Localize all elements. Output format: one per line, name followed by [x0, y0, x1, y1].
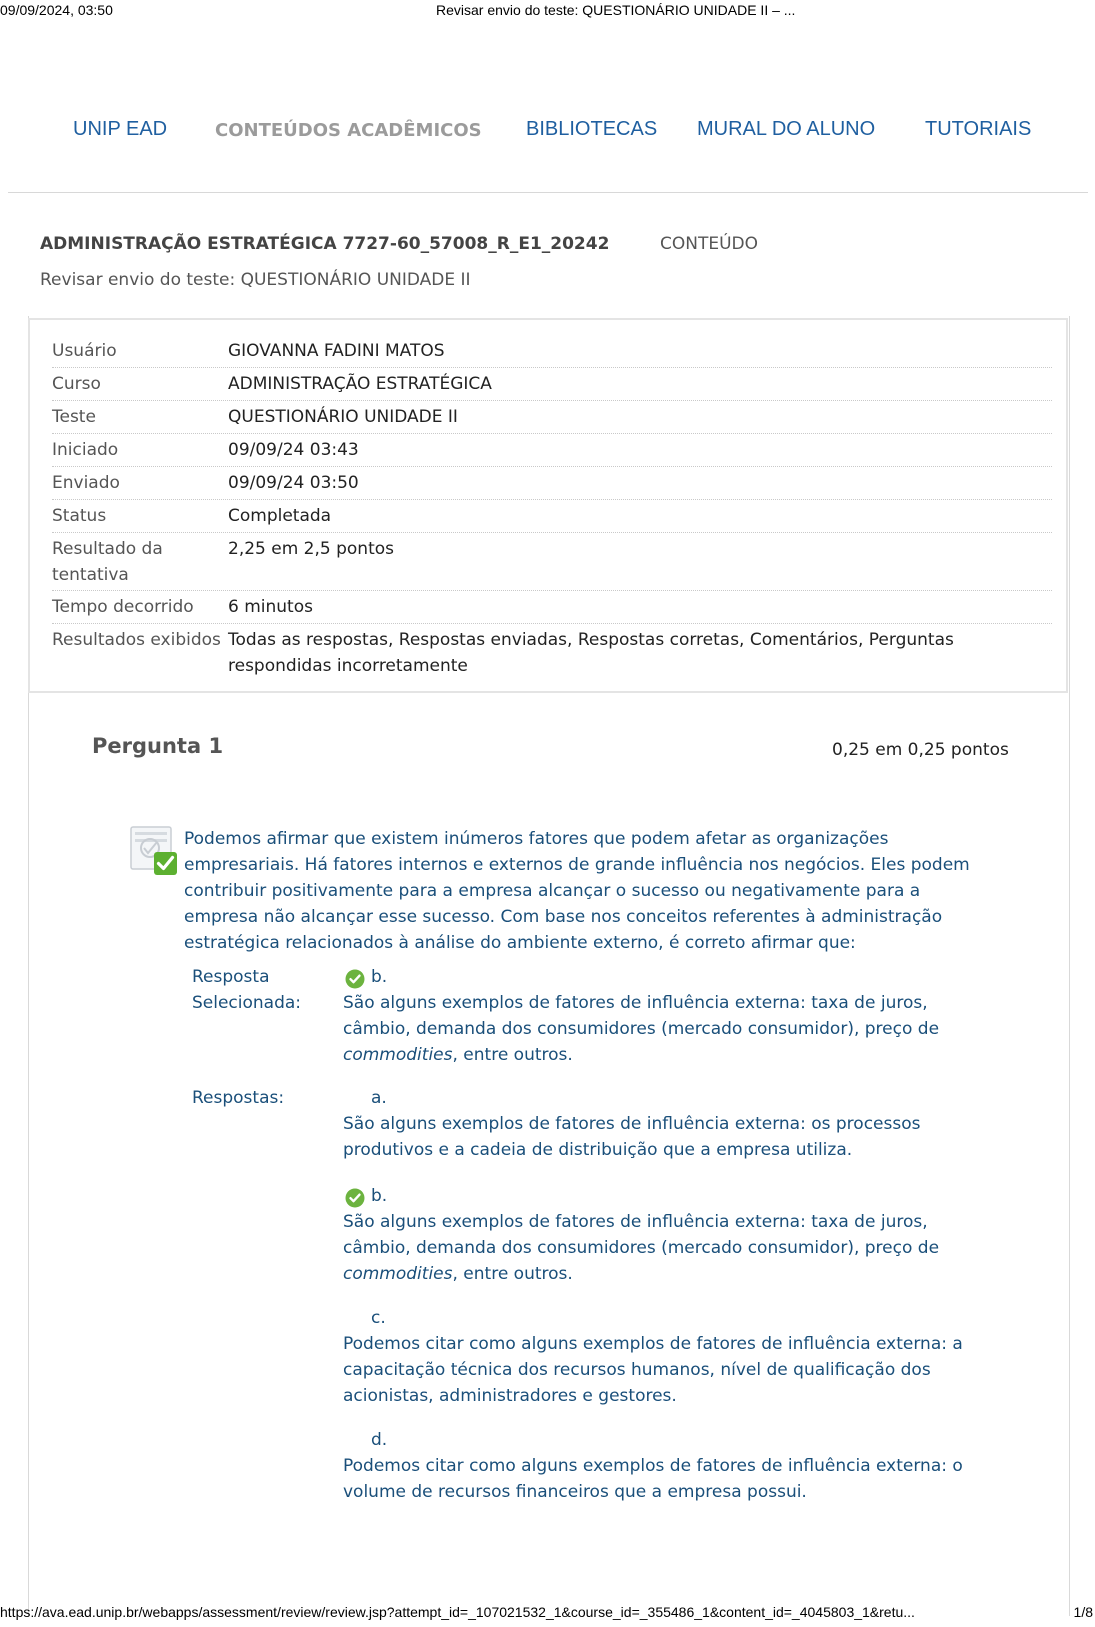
summary-row-teste: [52, 404, 1052, 434]
summary-value: ADMINISTRAÇÃO ESTRATÉGICA: [228, 374, 492, 394]
summary-value: Completada: [228, 506, 332, 526]
print-header: [0, 2, 1095, 22]
question-title: Pergunta 1: [92, 734, 224, 758]
answer-letter: c.: [371, 1308, 386, 1328]
summary-value: 09/09/24 03:43: [228, 440, 359, 460]
print-footer: [0, 1604, 1095, 1624]
summary-label: Status: [52, 506, 107, 526]
print-page-number: 1/8: [1073, 1604, 1093, 1620]
breadcrumb-content[interactable]: CONTEÚDO: [660, 234, 759, 254]
summary-row-status: [52, 503, 1052, 533]
answer-text: Podemos citar como alguns exemplos de fatores de influência externa: o volume de recursos financeiros que a empresa possui.: [343, 1456, 963, 1502]
answer-text: Podemos citar como alguns exemplos de fatores de influência externa: a capacitação técnica dos recursos humanos, nível de qualificação dos acionistas, administradores e gestores.: [343, 1334, 963, 1406]
attempt-summary: [28, 318, 1068, 693]
summary-value: GIOVANNA FADINI MATOS: [228, 341, 445, 361]
nav-bibliotecas[interactable]: BIBLIOTECAS: [526, 118, 658, 140]
nav-divider: [8, 192, 1088, 193]
page-title: Revisar envio do teste: QUESTIONÁRIO UNIDADE II: [40, 270, 471, 290]
summary-value: 6 minutos: [228, 597, 313, 617]
answer-letter: d.: [371, 1430, 388, 1450]
answer-option-a: [343, 1085, 983, 1163]
summary-label: Resultado da tentativa: [52, 539, 163, 585]
summary-value: 2,25 em 2,5 pontos: [228, 539, 395, 559]
correct-check-icon: [345, 969, 365, 989]
summary-label: Teste: [52, 407, 96, 427]
print-datetime: 09/09/2024, 03:50: [0, 2, 113, 18]
summary-label: Tempo decorrido: [52, 597, 194, 617]
nav-mural-do-aluno[interactable]: MURAL DO ALUNO: [697, 118, 876, 140]
print-url: https://ava.ead.unip.br/webapps/assessment/review/review.jsp?attempt_id=_107021532_1&course_id=_355486_1&content_id=_4045803_1&retu...: [0, 1604, 915, 1620]
summary-label: Curso: [52, 374, 101, 394]
summary-label: Enviado: [52, 473, 120, 493]
summary-value: Todas as respostas, Respostas enviadas, Respostas corretas, Comentários, Perguntas respondidas incorretamente: [228, 630, 954, 676]
summary-value: 09/09/24 03:50: [228, 473, 359, 493]
nav-tutoriais[interactable]: TUTORIAIS: [925, 118, 1032, 140]
summary-row-resultado: [52, 536, 1052, 591]
nav-unip-ead[interactable]: UNIP EAD: [73, 118, 168, 140]
summary-row-resultados-exibidos: [52, 627, 1052, 681]
summary-row-enviado: [52, 470, 1052, 500]
answer-text: São alguns exemplos de fatores de influência externa: taxa de juros, câmbio, demanda dos consumidores (mercado consumidor), preço de commodities, entre outros.: [343, 1212, 940, 1284]
summary-label: Resultados exibidos: [52, 630, 221, 650]
answer-option-d: [343, 1427, 983, 1505]
nav-conteudos-academicos[interactable]: CONTEÚDOS ACADÊMICOS: [215, 120, 482, 141]
answers-label: Respostas:: [192, 1088, 285, 1108]
answer-letter: a.: [371, 1088, 387, 1108]
correct-answer-icon: [130, 826, 178, 876]
correct-check-icon: [345, 1188, 365, 1208]
answer-option-c: [343, 1305, 983, 1409]
answer-letter: b.: [343, 1183, 983, 1209]
selected-answer-text: São alguns exemplos de fatores de influência externa: taxa de juros, câmbio, demanda dos consumidores (mercado consumidor), preço de commodities, entre outros.: [343, 993, 940, 1065]
summary-row-curso: [52, 371, 1052, 401]
breadcrumb-course[interactable]: ADMINISTRAÇÃO ESTRATÉGICA 7727-60_57008_R_E1_20242: [40, 234, 610, 254]
top-navigation: [0, 118, 1095, 150]
answer-option-b: [343, 1183, 983, 1287]
summary-row-usuario: [52, 338, 1052, 368]
selected-answer-label: Resposta Selecionada:: [192, 967, 302, 1013]
answer-text: São alguns exemplos de fatores de influência externa: os processos produtivos e a cadeia de distribuição que a empresa utiliza.: [343, 1114, 921, 1160]
selected-answer: [343, 964, 983, 1068]
summary-row-iniciado: [52, 437, 1052, 467]
selected-answer-letter: b.: [343, 964, 983, 990]
summary-value: QUESTIONÁRIO UNIDADE II: [228, 407, 458, 427]
question-points: 0,25 em 0,25 pontos: [832, 740, 1009, 760]
summary-row-tempo: [52, 594, 1052, 624]
question-text: Podemos afirmar que existem inúmeros fatores que podem afetar as organizações empresariais. Há fatores internos e externos de grande influência nos negócios. Eles podem contribuir positivamente para a empresa alcançar o sucesso ou negativamente para a empresa não alcançar esse sucesso. Com base nos conceitos referentes à administração estratégica relacionados à análise do ambiente externo, é correto afirmar que:: [184, 829, 970, 953]
summary-label: Iniciado: [52, 440, 119, 460]
summary-label: Usuário: [52, 341, 117, 361]
print-page-title: Revisar envio do teste: QUESTIONÁRIO UNIDADE II – ...: [436, 2, 796, 18]
